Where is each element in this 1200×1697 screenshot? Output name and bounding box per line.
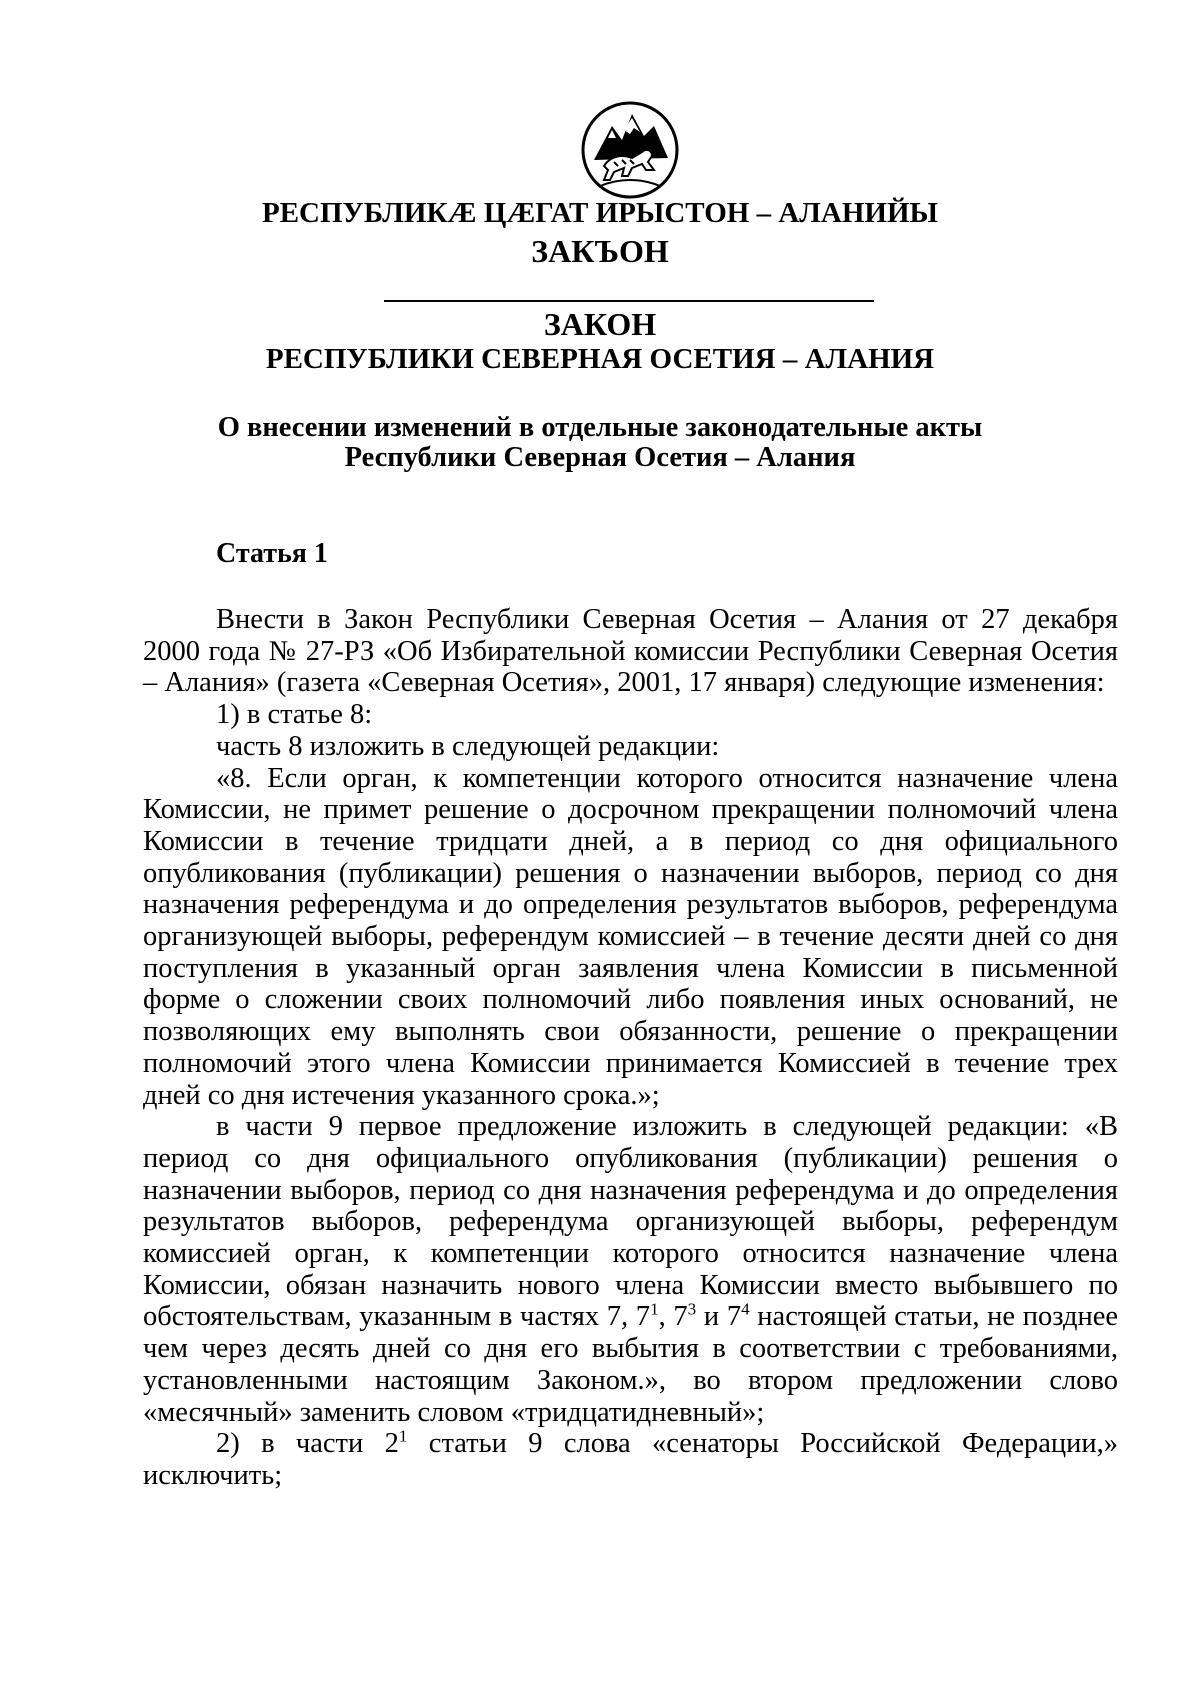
republic-name-ossetian: РЕСПУБЛИКӔ ЦӔГАТ ИРЫСТОН – АЛАНИЙЫ — [262, 197, 938, 229]
article-body — [143, 604, 1118, 1492]
paragraph-item-2 — [143, 1428, 1118, 1491]
paragraph-part-8-text: «8. Если орган, к компетенции которого относится назначение члена Комиссии, не примет решение о досрочном прекращении полномочий члена Комиссии в течение тридцати дней, а в период со дня официального опубликования (публикации) решения о назначении выборов, период со дня назначения референдума и до определения результатов выборов, референдума организующей выборы, референдум комиссией – в течение десяти дней со дня поступления в указанный орган заявления члена Комиссии в письменной форме о сложении своих полномочий либо появления иных оснований, не позволяющих ему выполнять свои обязанности, решение о прекращении полномочий этого члена Комиссии принимается Комиссией в течение трех дней со дня истечения указанного срока.»; — [143, 762, 1118, 1111]
divider-line — [384, 300, 874, 302]
paragraph-part-8-intro: часть 8 изложить в следующей редакции: — [216, 730, 720, 762]
superscript: 4 — [741, 1299, 750, 1319]
superscript: 1 — [650, 1299, 659, 1319]
paragraph-item-1: 1) в статье 8: — [216, 699, 373, 731]
law-subject-line-1: О внесении изменений в отдельные законодательные акты — [217, 412, 983, 443]
text-span: статьи 9 слова «сенаторы Российской Федерации,» исключить; — [143, 1428, 1118, 1491]
law-subject-line-2: Республики Северная Осетия – Алания — [344, 442, 856, 473]
document-type-ossetian: ЗАКЪОН — [531, 233, 669, 269]
text-span: настоящей статьи, не позднее чем через десять дней со дня его выбытия в соответствии с требованиями, установленными настоящим Законом.», во втором предложении слово «месячный» заменить словом «тридцатидневный»; — [143, 1301, 1119, 1428]
republic-name-russian: РЕСПУБЛИКИ СЕВЕРНАЯ ОСЕТИЯ – АЛАНИЯ — [265, 343, 935, 375]
text-span: , 7 — [658, 1301, 688, 1333]
paragraph-part-9 — [143, 1111, 1118, 1428]
coat-of-arms-emblem — [580, 100, 680, 200]
superscript: 3 — [687, 1299, 697, 1319]
paragraph-intro: Внести в Закон Республики Северная Осетия – Алания от 27 декабря 2000 года № 27-РЗ «Об Избирательной комиссии Республики Северная Осетия – Алания» (газета «Северная Осетия», 2001, 17 января) следующие изменения: — [143, 604, 1118, 699]
document-type-russian: ЗАКОН — [543, 306, 657, 342]
text-span: в части 9 первое предложение изложить в следующей редакции: «В период со дня официального опубликования (публикации) решения о назначении выборов, период со дня назначения референдума и до определения результатов выборов, референдума организующей выборы, референдум комиссией орган, к компетенции которого относится назначение члена Комиссии, обязан назначить нового члена Комиссии вместо выбывшего по обстоятельствам, указанным в частях 7, 7 — [143, 1111, 1118, 1333]
text-span: 2) в части 2 — [216, 1428, 399, 1460]
article-heading: Статья 1 — [216, 538, 328, 569]
text-span: и 7 — [696, 1301, 742, 1333]
superscript: 1 — [398, 1426, 408, 1446]
